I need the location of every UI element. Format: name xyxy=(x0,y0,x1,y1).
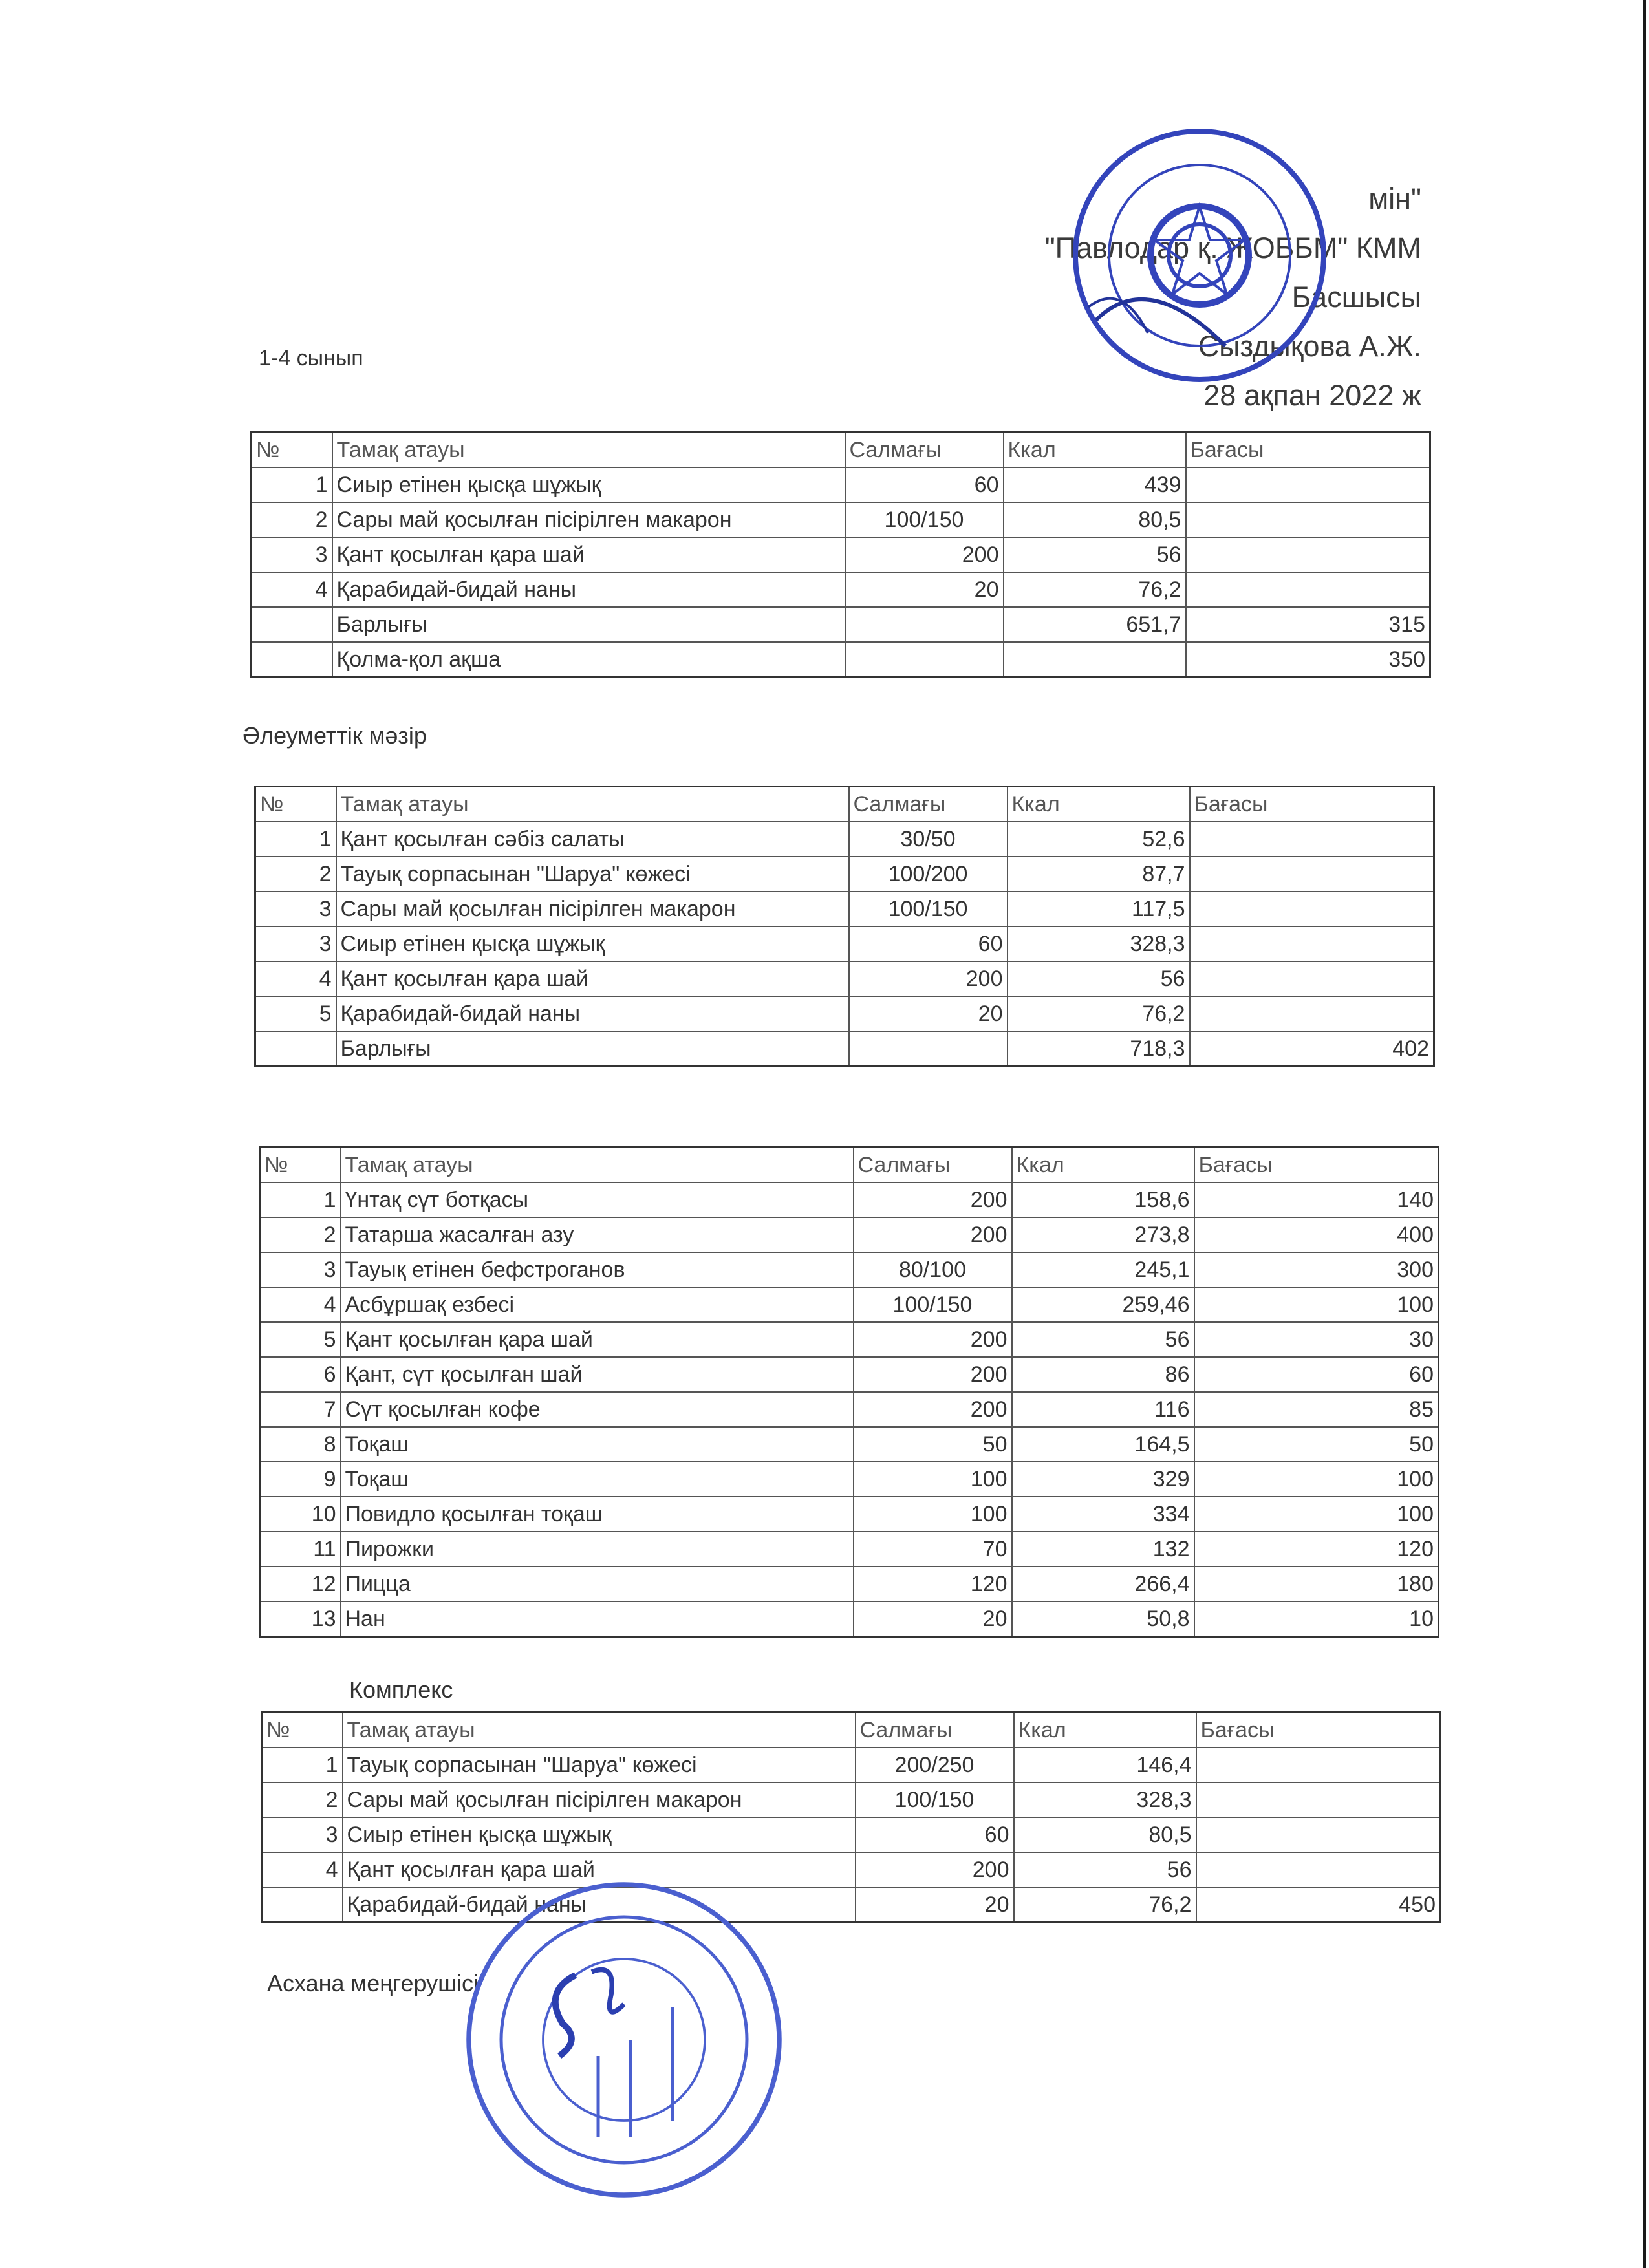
row-no: 1 xyxy=(252,467,332,502)
row-price: 120 xyxy=(1194,1532,1439,1567)
table-row xyxy=(260,1392,1439,1427)
row-weight: 70 xyxy=(854,1532,1012,1567)
row-weight: 60 xyxy=(849,926,1008,961)
row-kcal: 328,3 xyxy=(1008,926,1190,961)
row-kcal: 334 xyxy=(1012,1497,1194,1532)
total-kcal: 718,3 xyxy=(1008,1031,1190,1067)
row-kcal: 328,3 xyxy=(1014,1782,1196,1817)
total-row xyxy=(255,1031,1434,1067)
table-header-row xyxy=(260,1148,1439,1183)
row-weight: 200 xyxy=(854,1182,1012,1217)
approval-line-4: Сыздықова А.Ж. xyxy=(1198,330,1421,363)
row-weight: 200 xyxy=(854,1322,1012,1357)
menu-table-buffet xyxy=(259,1146,1439,1638)
row-weight: 60 xyxy=(856,1817,1014,1852)
row-price xyxy=(1186,537,1430,572)
row-name: Сары май қосылған пісірілген макарон xyxy=(336,892,849,926)
row-price: 180 xyxy=(1194,1567,1439,1601)
approval-line-2: "Павлодар қ. ЖОББМ" КММ xyxy=(1044,231,1421,264)
row-kcal: 87,7 xyxy=(1008,857,1190,892)
seal-emblem-icon xyxy=(1070,126,1329,385)
row-price xyxy=(1196,1782,1441,1817)
row-no: 6 xyxy=(260,1357,341,1392)
table-row xyxy=(260,1532,1439,1567)
scan-edge-line xyxy=(1643,0,1646,2268)
approval-line-1: мін" xyxy=(1368,182,1421,215)
row-no: 10 xyxy=(260,1497,341,1532)
row-weight: 60 xyxy=(845,467,1004,502)
row-kcal: 76,2 xyxy=(1004,572,1186,607)
row-no: 4 xyxy=(255,961,336,996)
menu-table-complex xyxy=(261,1711,1441,1923)
row-price xyxy=(1196,1817,1441,1852)
table-row xyxy=(255,857,1434,892)
header-kcal: Ккал xyxy=(1004,433,1186,468)
row-name: Нан xyxy=(341,1601,854,1637)
table-row xyxy=(252,537,1430,572)
table-row xyxy=(260,1252,1439,1287)
row-name: Тоқаш xyxy=(341,1427,854,1462)
row-price xyxy=(1196,1852,1441,1887)
row-no xyxy=(262,1887,343,1923)
header-no: № xyxy=(255,787,336,822)
row-name: Қант, сүт қосылған шай xyxy=(341,1357,854,1392)
row-no: 5 xyxy=(260,1322,341,1357)
row-price xyxy=(1190,926,1434,961)
row-price: 50 xyxy=(1194,1427,1439,1462)
row-name: Тауық етінен бефстроганов xyxy=(341,1252,854,1287)
row-kcal: 80,5 xyxy=(1014,1817,1196,1852)
approval-line-3: Басшысы xyxy=(1291,281,1421,314)
row-weight: 200 xyxy=(854,1357,1012,1392)
row-name: Қант қосылған сәбіз салаты xyxy=(336,822,849,857)
row-kcal: 56 xyxy=(1012,1322,1194,1357)
header-weight: Салмағы xyxy=(849,787,1008,822)
header-price: Бағасы xyxy=(1194,1148,1439,1183)
row-price xyxy=(1190,857,1434,892)
header-name: Тамақ атауы xyxy=(341,1148,854,1183)
row-price: 30 xyxy=(1194,1322,1439,1357)
row-name: Қант қосылған қара шай xyxy=(343,1852,856,1887)
class-label: 1-4 сынып xyxy=(259,346,363,370)
row-name: Тоқаш xyxy=(341,1462,854,1497)
row-no: 1 xyxy=(255,822,336,857)
row-name: Асбұршақ езбесі xyxy=(341,1287,854,1322)
table-row xyxy=(262,1852,1441,1887)
row-weight: 100/150 xyxy=(854,1287,1012,1322)
row-weight: 200 xyxy=(854,1392,1012,1427)
header-no: № xyxy=(262,1713,343,1748)
complex-label: Комплекс xyxy=(349,1676,453,1703)
row-name: Повидло қосылған тоқаш xyxy=(341,1497,854,1532)
row-kcal: 132 xyxy=(1012,1532,1194,1567)
row-price xyxy=(1196,1748,1441,1782)
row-kcal: 329 xyxy=(1012,1462,1194,1497)
table-row xyxy=(260,1357,1439,1392)
row-weight: 50 xyxy=(854,1427,1012,1462)
cash-row xyxy=(252,642,1430,678)
row-price xyxy=(1186,467,1430,502)
row-weight: 200 xyxy=(856,1852,1014,1887)
row-price: 10 xyxy=(1194,1601,1439,1637)
total-price: 315 xyxy=(1186,607,1430,642)
row-price: 100 xyxy=(1194,1497,1439,1532)
row-no: 2 xyxy=(262,1782,343,1817)
row-name: Тауық сорпасынан "Шаруа" көжесі xyxy=(343,1748,856,1782)
row-no: 4 xyxy=(262,1852,343,1887)
row-no: 4 xyxy=(260,1287,341,1322)
row-no: 13 xyxy=(260,1601,341,1637)
row-no: 3 xyxy=(255,926,336,961)
row-weight: 100/150 xyxy=(849,892,1008,926)
header-weight: Салмағы xyxy=(854,1148,1012,1183)
row-price xyxy=(1190,892,1434,926)
table-header-row xyxy=(262,1713,1441,1748)
cash-price: 350 xyxy=(1186,642,1430,678)
row-name: Қарабидай-бидай наны xyxy=(336,996,849,1031)
row-kcal: 56 xyxy=(1008,961,1190,996)
row-name: Сүт қосылған кофе xyxy=(341,1392,854,1427)
menu-table-social xyxy=(254,786,1435,1067)
row-kcal: 245,1 xyxy=(1012,1252,1194,1287)
row-kcal: 76,2 xyxy=(1008,996,1190,1031)
row-price xyxy=(1186,502,1430,537)
table-row xyxy=(252,572,1430,607)
row-kcal: 273,8 xyxy=(1012,1217,1194,1252)
table-row xyxy=(260,1601,1439,1637)
row-weight: 100/150 xyxy=(856,1782,1014,1817)
row-no: 2 xyxy=(252,502,332,537)
header-kcal: Ккал xyxy=(1008,787,1190,822)
row-no: 1 xyxy=(260,1182,341,1217)
row-kcal: 52,6 xyxy=(1008,822,1190,857)
table-row xyxy=(262,1782,1441,1817)
total-label: Барлығы xyxy=(332,607,845,642)
row-weight: 20 xyxy=(845,572,1004,607)
row-kcal: 80,5 xyxy=(1004,502,1186,537)
table-row xyxy=(260,1287,1439,1322)
row-name: Тауық сорпасынан "Шаруа" көжесі xyxy=(336,857,849,892)
total-kcal: 651,7 xyxy=(1004,607,1186,642)
row-price: 400 xyxy=(1194,1217,1439,1252)
row-no: 3 xyxy=(260,1252,341,1287)
row-kcal: 56 xyxy=(1014,1852,1196,1887)
header-name: Тамақ атауы xyxy=(332,433,845,468)
social-menu-label: Әлеуметтік мәзір xyxy=(242,722,427,749)
row-price: 85 xyxy=(1194,1392,1439,1427)
row-name: Қант қосылған қара шай xyxy=(341,1322,854,1357)
row-no: 9 xyxy=(260,1462,341,1497)
row-price: 450 xyxy=(1196,1887,1441,1923)
table-row xyxy=(262,1817,1441,1852)
table-row xyxy=(252,502,1430,537)
row-kcal: 158,6 xyxy=(1012,1182,1194,1217)
row-no: 2 xyxy=(255,857,336,892)
table-row xyxy=(260,1182,1439,1217)
row-weight: 200 xyxy=(854,1217,1012,1252)
row-no: 7 xyxy=(260,1392,341,1427)
row-kcal: 146,4 xyxy=(1014,1748,1196,1782)
row-price: 60 xyxy=(1194,1357,1439,1392)
row-kcal: 50,8 xyxy=(1012,1601,1194,1637)
row-name: Сиыр етінен қысқа шұжық xyxy=(332,467,845,502)
row-weight: 100/200 xyxy=(849,857,1008,892)
cook-manager-label: Асхана меңгерушісі xyxy=(267,1970,479,1996)
row-no: 11 xyxy=(260,1532,341,1567)
header-name: Тамақ атауы xyxy=(343,1713,856,1748)
header-kcal: Ккал xyxy=(1014,1713,1196,1748)
row-no: 1 xyxy=(262,1748,343,1782)
row-weight: 200 xyxy=(845,537,1004,572)
row-name: Қарабидай-бидай наны xyxy=(332,572,845,607)
row-no: 2 xyxy=(260,1217,341,1252)
row-price: 100 xyxy=(1194,1287,1439,1322)
official-seal-top xyxy=(1070,126,1329,385)
table-row xyxy=(260,1427,1439,1462)
row-price xyxy=(1190,996,1434,1031)
header-price: Бағасы xyxy=(1186,433,1430,468)
row-weight: 20 xyxy=(856,1887,1014,1923)
table-row xyxy=(255,892,1434,926)
row-no: 4 xyxy=(252,572,332,607)
table-row xyxy=(260,1217,1439,1252)
header-weight: Салмағы xyxy=(845,433,1004,468)
row-weight: 30/50 xyxy=(849,822,1008,857)
official-seal-bottom xyxy=(462,1878,786,2201)
table-row xyxy=(252,467,1430,502)
row-name: Қант қосылған қара шай xyxy=(336,961,849,996)
row-name: Қарабидай-бидай наны xyxy=(343,1887,856,1923)
row-weight: 200/250 xyxy=(856,1748,1014,1782)
header-name: Тамақ атауы xyxy=(336,787,849,822)
row-weight: 100 xyxy=(854,1497,1012,1532)
seal-catering-icon xyxy=(462,1878,786,2201)
table-row xyxy=(262,1748,1441,1782)
table-header-row xyxy=(252,433,1430,468)
table-row xyxy=(262,1887,1441,1923)
row-kcal: 56 xyxy=(1004,537,1186,572)
row-price: 140 xyxy=(1194,1182,1439,1217)
table-header-row xyxy=(255,787,1434,822)
table-row xyxy=(260,1567,1439,1601)
header-weight: Салмағы xyxy=(856,1713,1014,1748)
table-row xyxy=(255,926,1434,961)
total-price: 402 xyxy=(1190,1031,1434,1067)
row-no: 3 xyxy=(255,892,336,926)
row-kcal: 76,2 xyxy=(1014,1887,1196,1923)
row-name: Қант қосылған қара шай xyxy=(332,537,845,572)
row-weight: 100/150 xyxy=(845,502,1004,537)
row-kcal: 259,46 xyxy=(1012,1287,1194,1322)
row-weight: 100 xyxy=(854,1462,1012,1497)
header-price: Бағасы xyxy=(1196,1713,1441,1748)
row-weight: 20 xyxy=(849,996,1008,1031)
row-kcal: 439 xyxy=(1004,467,1186,502)
menu-table-1-4-grade xyxy=(250,431,1431,678)
header-no: № xyxy=(252,433,332,468)
row-kcal: 117,5 xyxy=(1008,892,1190,926)
row-no: 3 xyxy=(262,1817,343,1852)
table-row xyxy=(260,1322,1439,1357)
total-row xyxy=(252,607,1430,642)
table-row xyxy=(260,1497,1439,1532)
row-kcal: 116 xyxy=(1012,1392,1194,1427)
table-row xyxy=(255,822,1434,857)
cash-label: Қолма-қол ақша xyxy=(332,642,845,678)
row-kcal: 164,5 xyxy=(1012,1427,1194,1462)
row-name: Сиыр етінен қысқа шұжық xyxy=(343,1817,856,1852)
row-price: 100 xyxy=(1194,1462,1439,1497)
row-name: Сиыр етінен қысқа шұжық xyxy=(336,926,849,961)
row-price xyxy=(1186,572,1430,607)
row-name: Пирожки xyxy=(341,1532,854,1567)
row-weight: 120 xyxy=(854,1567,1012,1601)
row-price xyxy=(1190,822,1434,857)
row-name: Пицца xyxy=(341,1567,854,1601)
row-name: Сары май қосылған пісірілген макарон xyxy=(332,502,845,537)
row-weight: 80/100 xyxy=(854,1252,1012,1287)
header-kcal: Ккал xyxy=(1012,1148,1194,1183)
table-row xyxy=(255,961,1434,996)
row-kcal: 86 xyxy=(1012,1357,1194,1392)
row-weight: 200 xyxy=(849,961,1008,996)
header-price: Бағасы xyxy=(1190,787,1434,822)
table-row xyxy=(255,996,1434,1031)
row-no: 12 xyxy=(260,1567,341,1601)
approval-line-5: 28 ақпан 2022 ж xyxy=(1203,379,1421,412)
total-label: Барлығы xyxy=(336,1031,849,1067)
row-no: 8 xyxy=(260,1427,341,1462)
row-no: 5 xyxy=(255,996,336,1031)
row-name: Үнтақ сүт ботқасы xyxy=(341,1182,854,1217)
row-price: 300 xyxy=(1194,1252,1439,1287)
header-no: № xyxy=(260,1148,341,1183)
row-no: 3 xyxy=(252,537,332,572)
row-name: Сары май қосылған пісірілген макарон xyxy=(343,1782,856,1817)
row-price xyxy=(1190,961,1434,996)
row-kcal: 266,4 xyxy=(1012,1567,1194,1601)
row-name: Татарша жасалған азу xyxy=(341,1217,854,1252)
table-row xyxy=(260,1462,1439,1497)
row-weight: 20 xyxy=(854,1601,1012,1637)
